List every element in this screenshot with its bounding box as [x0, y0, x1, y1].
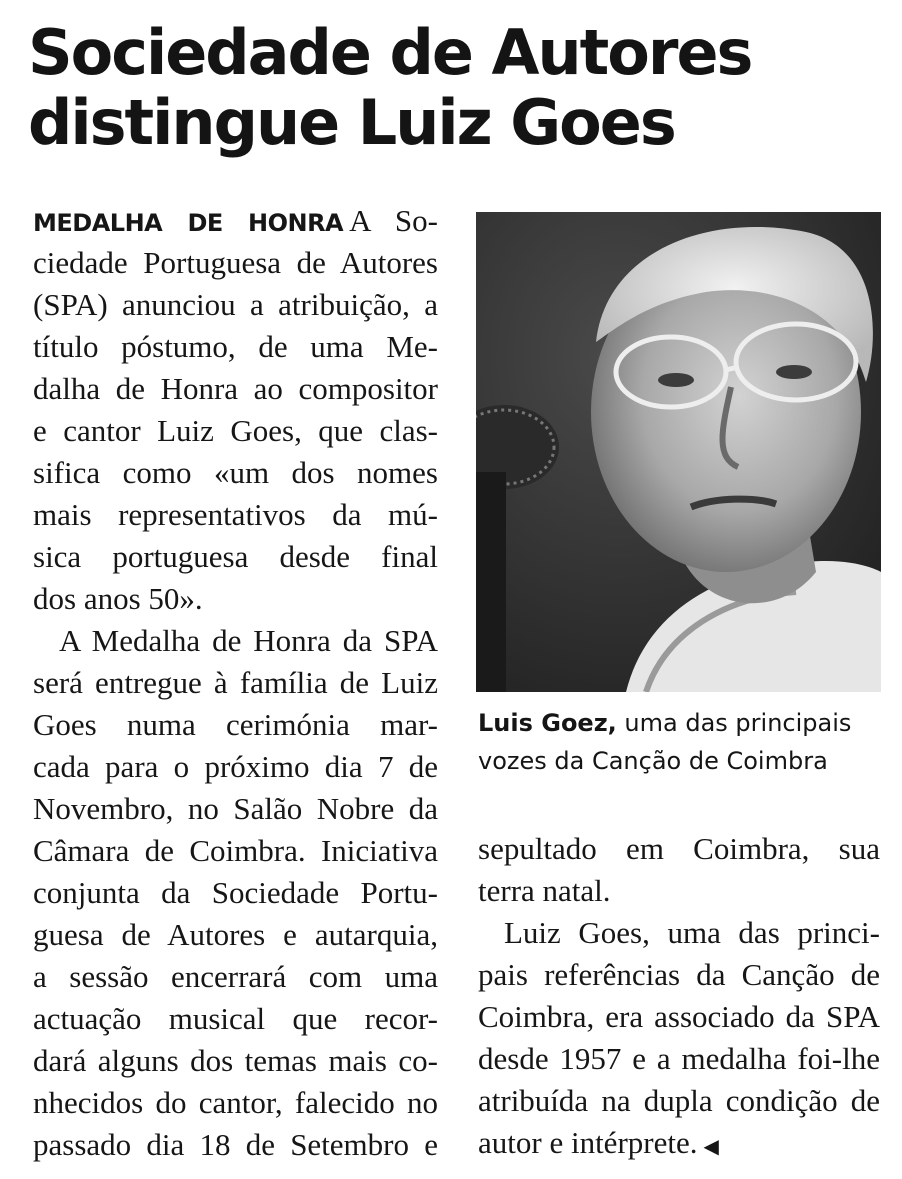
text-line: título póstumo, de uma Me-	[33, 329, 438, 364]
photo-caption	[478, 704, 883, 780]
text-line: guesa de Autores e autarquia,	[33, 917, 438, 952]
text-line: MEDALHA DE HONRA A So-	[33, 203, 438, 238]
text-line: conjunta da Sociedade Portu-	[33, 875, 438, 910]
text-line: sepultado em Coimbra, sua	[478, 831, 880, 866]
caption-line-1: Luis Goez, uma das principais	[478, 709, 852, 737]
text-line: sica portuguesa desde final	[33, 539, 438, 574]
kicker: MEDALHA DE HONRA	[33, 209, 344, 237]
headline-line-1: Sociedade de Autores	[28, 16, 752, 89]
text-line: e cantor Luiz Goes, que clas-	[33, 413, 438, 448]
headline	[28, 18, 878, 158]
text-line: passado dia 18 de Setembro e	[33, 1127, 438, 1162]
text-line: Coimbra, era associado da SPA	[478, 999, 880, 1034]
text-line: A Medalha de Honra da SPA	[59, 623, 438, 658]
text-line: Novembro, no Salão Nobre da	[33, 791, 438, 826]
text-line: actuação musical que recor-	[33, 1001, 438, 1036]
text-line: autor e intérprete. ◀	[478, 1125, 719, 1160]
article-column-right	[478, 828, 880, 1164]
text-line: cada para o próximo dia 7 de	[33, 749, 438, 784]
text-line: mais representativos da mú-	[33, 497, 438, 532]
text-line: dará alguns dos temas mais co-	[33, 1043, 438, 1078]
headline-line-2: distingue Luiz Goes	[28, 86, 675, 159]
caption-name: Luis Goez,	[478, 709, 617, 737]
text-line: dalha de Honra ao compositor	[33, 371, 438, 406]
text-line: ciedade Portuguesa de Autores	[33, 245, 438, 280]
article-column-left	[33, 200, 438, 1166]
text-line: atribuída na dupla condição de	[478, 1083, 880, 1118]
text-line: sifica como «um dos nomes	[33, 455, 438, 490]
text-line: Luiz Goes, uma das princi-	[504, 915, 880, 950]
portrait-photo-drawing	[476, 212, 881, 692]
text-line: terra natal.	[478, 873, 611, 908]
text-line: a sessão encerrará com uma	[33, 959, 438, 994]
text-line: dos anos 50».	[33, 581, 203, 616]
text-line: Câmara de Coimbra. Iniciativa	[33, 833, 438, 868]
text-line: (SPA) anunciou a atribuição, a	[33, 287, 438, 322]
text-line: Goes numa cerimónia mar-	[33, 707, 438, 742]
text-line: desde 1957 e a medalha foi-lhe	[478, 1041, 880, 1076]
text-line: nhecidos do cantor, falecido no	[33, 1085, 438, 1120]
portrait-photo	[476, 212, 881, 692]
caption-line-2: vozes da Canção de Coimbra	[478, 747, 828, 775]
end-of-article-icon: ◀	[703, 1136, 719, 1158]
text-line: será entregue à família de Luiz	[33, 665, 438, 700]
text-line: pais referências da Canção de	[478, 957, 880, 992]
